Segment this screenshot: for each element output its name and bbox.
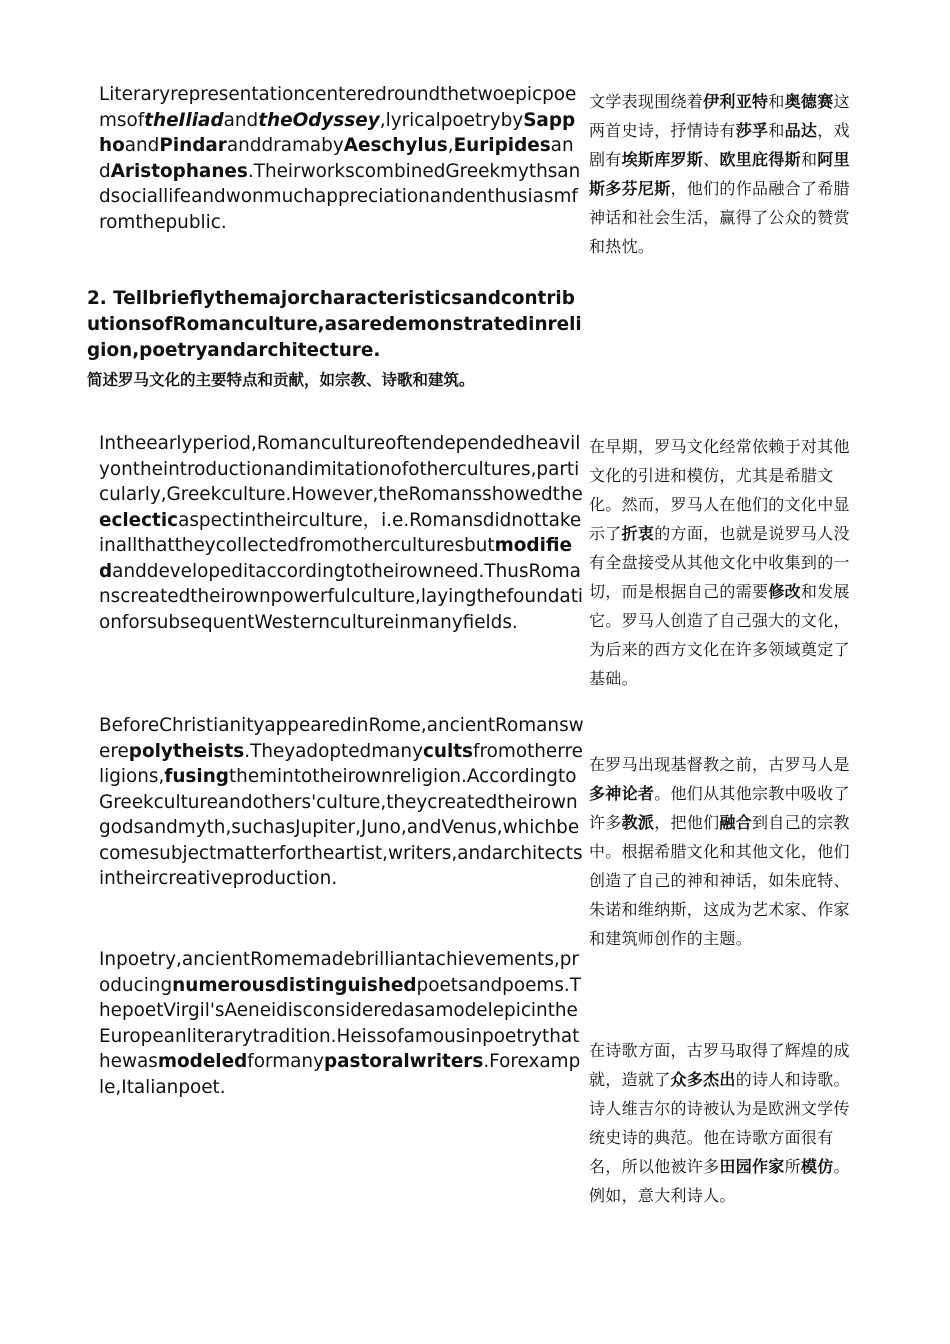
emphasis-aristophanes: Aristophanes [110, 160, 248, 182]
text-run: 。例如，意大利诗人。 [589, 1157, 850, 1205]
emphasis-odyssey: theOdyssey [258, 109, 380, 131]
text-run: 在诗歌方面，古罗马取得了辉煌的成就，造就了 [589, 1041, 850, 1089]
paragraph-2-chinese [589, 432, 861, 693]
text-run: formany [247, 1051, 324, 1072]
text-run: 所 [784, 1157, 801, 1176]
emphasis-sappho: Sappho [99, 109, 576, 156]
text-run: ,lyricalpoetryby [379, 109, 524, 131]
text-run: fromotherreligions, [99, 740, 583, 787]
text-run: Literaryrepresentationcenteredroundthetwoepicpoemsof [99, 84, 577, 131]
text-run: 和 [768, 92, 785, 111]
emphasis: 奥德赛 [784, 92, 834, 111]
text-run: 和 [800, 150, 818, 169]
text-run: aspectintheirculture [178, 509, 363, 531]
paragraph-3-chinese [589, 750, 861, 953]
emphasis-numerous-distinguished: numerousdistinguished [172, 974, 417, 996]
text-run: and [223, 109, 259, 131]
emphasis-modified: modified [99, 535, 572, 582]
emphasis-eclectic: eclectic [99, 509, 179, 531]
text-run: 和 [768, 121, 785, 140]
emphasis: 修改 [768, 582, 801, 601]
question-heading-chinese: 简述罗马文化的主要特点和贡献，如宗教、诗歌和建筑。 [87, 371, 475, 389]
text-run: , [447, 135, 454, 156]
emphasis: 莎孚 [735, 121, 769, 140]
emphasis: 教派 [621, 813, 655, 832]
emphasis-aeschylus: Aeschylus [343, 135, 448, 156]
emphasis: 欧里庇得斯 [719, 150, 801, 169]
emphasis-polytheists: polytheists [128, 740, 245, 762]
text-run: 在早期，罗马文化经常依赖于对其他文化的引进和模仿，尤其是希腊文化。然而，罗马人在他们的文化中显示了 [589, 437, 850, 543]
text-run: manyfields. [410, 611, 518, 633]
text-run: .Theyadoptedmany [244, 740, 423, 762]
text-run: poetsandpoems.ThepoetVirgil'sAeneidisconsideredasamodelepicintheEuropeanliterarytradition.Heissofamousinpoetrythathewas [99, 974, 581, 1072]
emphasis-fusing: fusing [164, 766, 229, 787]
emphasis: 伊利亚特 [703, 92, 769, 111]
text-run: 文学表现围绕着 [589, 92, 704, 111]
emphasis-pindar: Pindar [159, 135, 227, 156]
emphasis-euripides: Euripides [453, 135, 551, 156]
emphasis-cults: cults [422, 740, 474, 762]
text-run: BeforeChristianityappearedinRome,ancientRomanswere [99, 715, 584, 762]
text-run: ，他们的作品融合了希腊神话和社会生活，赢得了公众的赞赏和热忱。 [589, 179, 850, 256]
paragraph-4-chinese [589, 1036, 861, 1210]
emphasis-iliad: theIliad [144, 109, 224, 131]
emphasis: 埃斯库罗斯 [621, 150, 704, 169]
text-run: 、 [703, 150, 720, 169]
text-run: anddevelopeditaccordingtotheirowneed.ThusRomanscreatedtheirownpowerfulculture,layingthefoundationforsubsequentWesternculturein [99, 560, 584, 633]
text-run: ，戏剧有 [589, 121, 850, 169]
paragraph-4-english [99, 947, 585, 1100]
question-heading-english: 2. TellbrieflythemajorcharacteristicsandcontributionsofRomanculture,asaredemonstratedinreligion,poetryandarchitecture. [87, 288, 582, 361]
emphasis: 融合 [719, 813, 753, 832]
text-run: 的诗人和诗歌。诗人维吉尔的诗被认为是欧洲文学传统史诗的典范。他在诗歌方面很有名，所以他被许多 [589, 1070, 850, 1176]
emphasis: 折衷 [621, 524, 655, 543]
emphasis: 阿里斯多芬尼斯 [589, 150, 850, 198]
text-run: 这两首史诗，抒情诗有 [589, 92, 850, 140]
text-run: 的方面，也就是说罗马人没有全盘接受从其他文化中收集到的一切，而是根据自己的需要 [589, 524, 850, 601]
emphasis: 模仿 [800, 1157, 834, 1176]
paragraph-2-english [99, 431, 585, 635]
paragraph-1-chinese [589, 87, 861, 261]
emphasis: 多神论者 [589, 784, 655, 803]
text-run: ， [362, 509, 382, 531]
text-run: and [99, 135, 574, 182]
paragraph-3-english [99, 713, 585, 892]
paragraph-1-english [99, 82, 585, 235]
emphasis: 品达 [784, 121, 818, 140]
text-run: 到自己的宗教中。根据希腊文化和其他文化，他们创造了自己的神和神话，如朱庇特、朱诺和维纳斯，这成为艺术家、作家和建筑师创作的主题。 [589, 813, 850, 948]
text-run: 和发展它。罗马人创造了自己强大的文化，为后来的西方文化在许多领域奠定了基础。 [589, 582, 850, 688]
text-run: and [124, 135, 160, 156]
text-run: 在罗马出现基督教之前，古罗马人是 [589, 755, 850, 774]
emphasis-pastoral-writers: pastoralwriters [323, 1051, 484, 1072]
text-run: .Forexample,Italianpoet. [99, 1051, 581, 1098]
text-run: .TheirworkscombinedGreekmythsandsociallifeandwonmuchappreciationandenthusiasmfromthepublic. [99, 160, 581, 233]
emphasis: 众多杰出 [670, 1070, 736, 1089]
text-run: Intheearlyperiod,Romancultureoftendependedheavilyontheintroductionandimitationofothercultures,particularly,Greekculture.However,theRomansshowedthe [99, 433, 583, 505]
emphasis: 田园作家 [719, 1157, 785, 1176]
text-run: 。他们从其他宗教中吸收了许多 [589, 784, 850, 832]
text-run: Inpoetry,ancientRomemadebrilliantachievements,producing [99, 949, 579, 996]
text-run: anddramaby [226, 135, 344, 156]
text-run: ，把他们 [654, 813, 720, 832]
text-run: themintotheirownreligion.AccordingtoGreekcultureandothers'culture,theycreatedtheirowngodsandmyth,suchasJupiter,Juno,andVenus,whichbecomesubjectmatterfortheartist,writers,andarchitectsintheircreativeproduction. [99, 766, 583, 889]
emphasis-modeled: modeled [157, 1051, 248, 1072]
text-run: i.e.Romansdidnottakeinallthattheycollectedfromotherculturesbut [99, 509, 582, 556]
